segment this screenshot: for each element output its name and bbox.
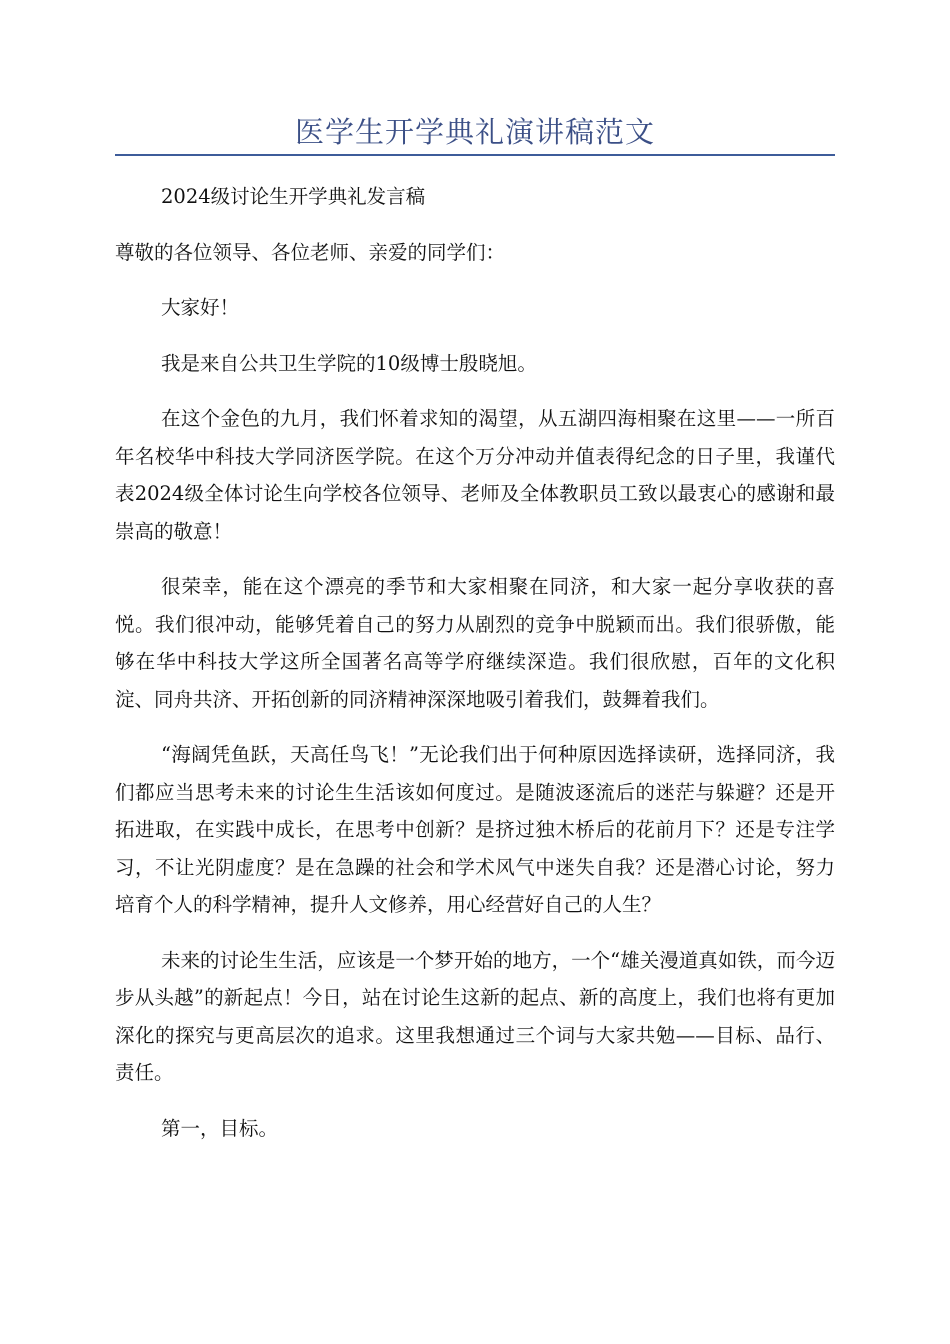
paragraph-body: “海阔凭鱼跃，天高任鸟飞！”无论我们出于何种原因选择读研，选择同济，我们都应当思考未来的讨论生生活该如何度过。是随波逐流后的迷茫与躲避？还是开拓进取，在实践中成长，在思考中创新？是挤过独木桥后的花前月下？还是专注学习，不让光阴虚度？是在急躁的社会和学术风气中迷失自我？还是潜心讨论，努力培育个人的科学精神，提升人文修养，用心经营好自己的人生？ — [115, 743, 835, 916]
paragraph-subtitle: 2024级讨论生开学典礼发言稿 — [161, 185, 426, 208]
paragraph-section-heading: 第一，目标。 — [161, 1116, 279, 1140]
paragraph-greeting: 大家好！ — [161, 296, 240, 319]
paragraph-body: 未来的讨论生生活，应该是一个梦开始的地方，一个“雄关漫道真如铁，而今迈步从头越”的新起点！今日，站在讨论生这新的起点、新的高度上，我们也将有更加深化的探究与更高层次的追求。这里我想通过三个词与大家共勉——目标、品行、责任。 — [115, 948, 835, 1084]
paragraph-body: 在这个金色的九月，我们怀着求知的渴望，从五湖四海相聚在这里——一所百年名校华中科技大学同济医学院。在这个万分冲动并值表得纪念的日子里，我谨代表2024级全体讨论生向学校各位领导、老师及全体教职员工致以最衷心的感谢和最崇高的敬意！ — [115, 407, 835, 543]
title-underline — [115, 154, 835, 156]
paragraph-salutation: 尊敬的各位领导、各位老师、亲爱的同学们： — [115, 240, 506, 264]
paragraph-body: 很荣幸，能在这个漂亮的季节和大家相聚在同济，和大家一起分享收获的喜悦。我们很冲动，能够凭着自己的努力从剧烈的竞争中脱颖而出。我们很骄傲，能够在华中科技大学这所全国著名高等学府继续深造。我们很欣慰，百年的文化积淀、同舟共济、开拓创新的同济精神深深地吸引着我们，鼓舞着我们。 — [115, 575, 835, 711]
document-body — [115, 178, 835, 1165]
document-title: 医学生开学典礼演讲稿范文 — [294, 115, 655, 149]
paragraph-introduction: 我是来自公共卫生学院的10级博士殷晓旭。 — [161, 351, 537, 375]
